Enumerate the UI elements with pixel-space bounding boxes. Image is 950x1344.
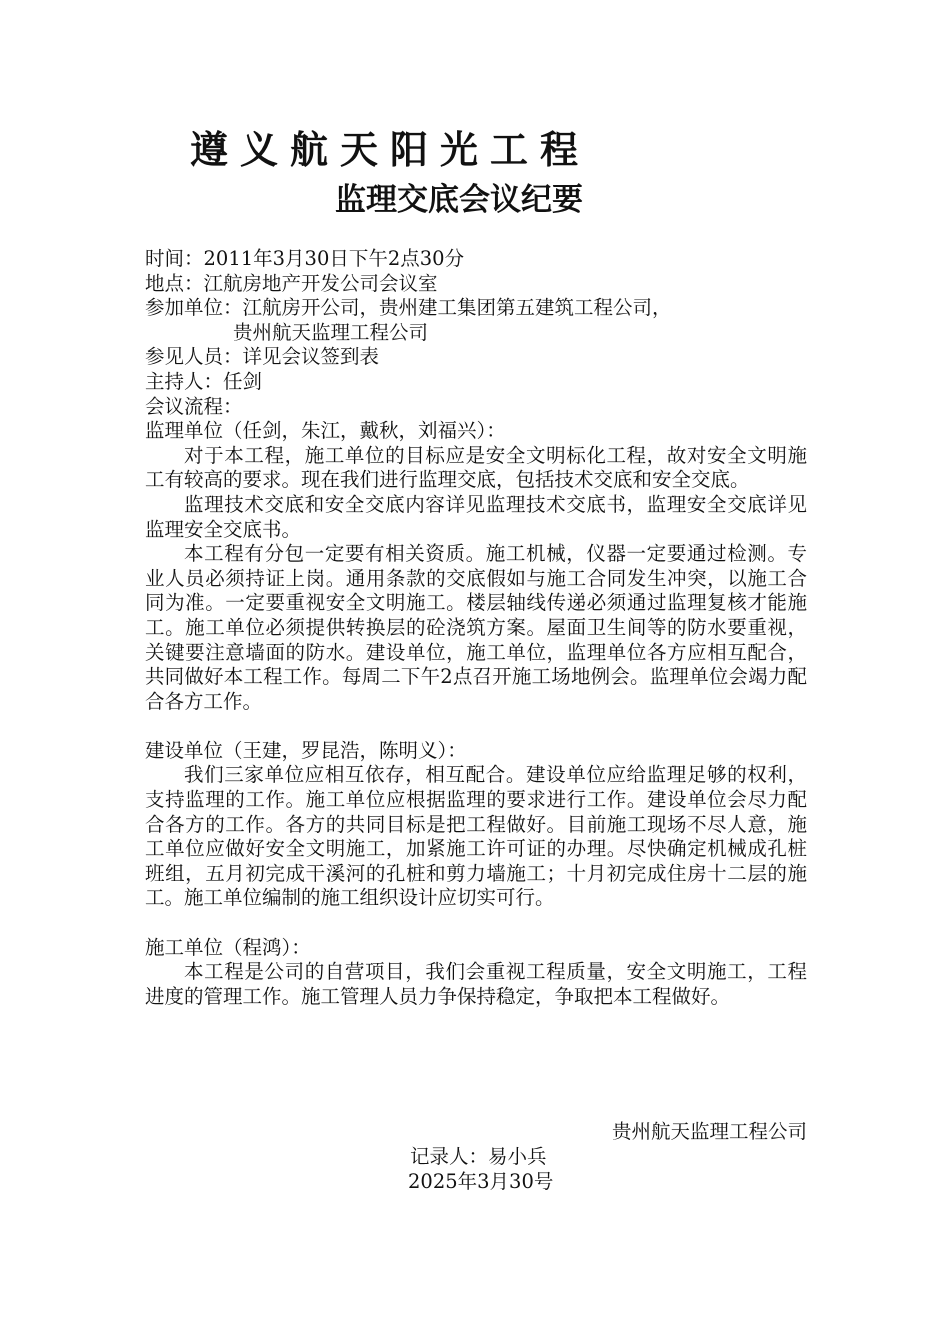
meeting-time: 时间：2011年3月30日下午2点30分	[145, 247, 465, 270]
supervisor-paragraph-1: 对于本工程，施工单位的目标应是安全文明标化工程，故对安全文明施工有较高的要求。现在我们进行监理交底，包括技术交底和安全交底。	[145, 443, 807, 492]
document-body	[145, 247, 807, 1009]
supervisor-paragraph-2: 监理技术交底和安全交底内容详见监理技术交底书，监理安全交底详见监理安全交底书。	[145, 492, 807, 541]
meeting-host: 主持人：任剑	[145, 369, 263, 393]
meeting-process-label: 会议流程：	[145, 394, 243, 418]
supervisor-heading: 监理单位（任剑，朱江，戴秋，刘福兴）：	[145, 419, 506, 443]
contractor-heading: 施工单位（程鸿）：	[145, 935, 311, 959]
contractor-paragraph-1: 本工程是公司的自营项目，我们会重视工程质量，安全文明施工，工程进度的管理工作。施工管理人员力争保持稳定，争取把本工程做好。	[145, 960, 807, 1008]
meeting-location: 地点：江航房地产开发公司会议室	[145, 271, 438, 295]
signature-recorder: 记录人：易小兵	[410, 1145, 547, 1168]
owner-paragraph-1: 我们三家单位应相互依存，相互配合。建设单位应给监理足够的权利，支持监理的工作。施工单位应根据监理的要求进行工作。建设单位会尽力配合各方的工作。各方的共同目标是把工程做好。目前施工现场不尽人意，施工单位应做好安全文明施工，加紧施工许可证的办理。尽快确定机械成孔桩班组，五月初完成干溪河的孔桩和剪力墙施工；十月初完成住房十二层的施工。施工单位编制的施工组织设计应切实可行。	[145, 763, 807, 910]
participating-units: 参加单位：江航房开公司，贵州建工集团第五建筑工程公司，	[145, 296, 672, 320]
document-subtitle: 监理交底会议纪要	[335, 182, 583, 218]
section-spacer	[145, 714, 807, 739]
owner-heading: 建设单位（王建，罗昆浩，陈明义）：	[145, 738, 467, 762]
document-title: 遵义航天阳光工程	[190, 128, 591, 172]
participating-units-continued: 贵州航天监理工程公司	[233, 320, 429, 344]
supervisor-paragraph-3: 本工程有分包一定要有相关资质。施工机械，仪器一定要通过检测。专业人员必须持证上岗。通用条款的交底假如与施工合同发生冲突，以施工合同为准。一定要重视安全文明施工。楼层轴线传递必须通过监理复核才能施工。施工单位必须提供转换层的砼浇筑方案。屋面卫生间等的防水要重视，关键要注意墙面的防水。建设单位，施工单位，监理单位各方应相互配合，共同做好本工程工作。每周二下午2点召开施工场地例会。监理单位会竭力配合各方工作。	[145, 542, 807, 713]
section-spacer	[145, 911, 807, 936]
signature-company: 贵州航天监理工程公司	[611, 1120, 807, 1143]
attendees: 参见人员：详见会议签到表	[145, 345, 380, 369]
signature-date: 2025年3月30号	[408, 1170, 554, 1193]
